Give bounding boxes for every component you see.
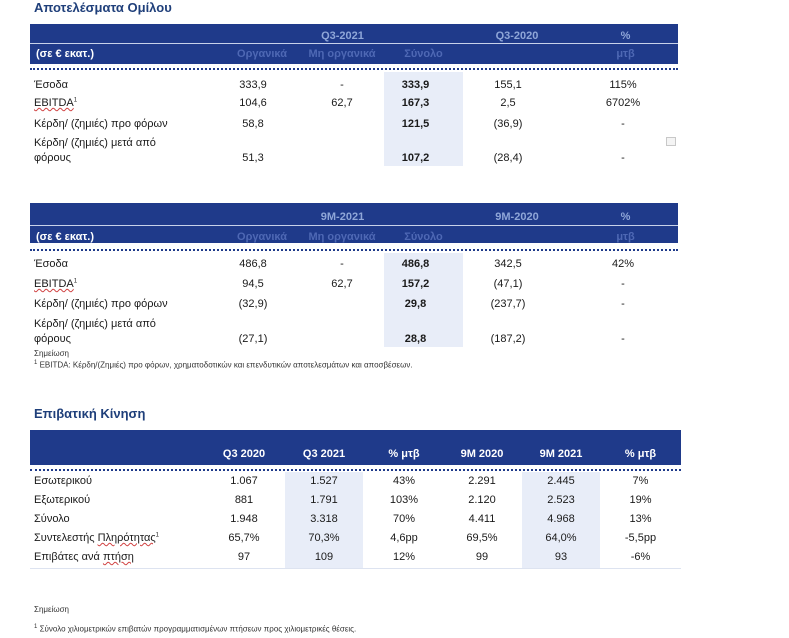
section-title-group-results: Αποτελέσματα Ομίλου <box>34 0 172 15</box>
table2-row-pbt-prior: (237,7) <box>490 298 526 310</box>
table3-row-load-factor-text-b: Πληρότητας <box>97 532 156 544</box>
table1-col-change: μτβ <box>616 48 635 60</box>
table3-row-total-v2: 70% <box>392 513 416 525</box>
table2-row-pat-label-1: Κέρδη/ (ζημιές) μετά από <box>34 318 156 330</box>
table3-note <box>34 624 356 634</box>
table3-row-load-factor-v0: 65,7% <box>228 532 260 544</box>
table1-row-pbt-label: Κέρδη/ (ζημιές) προ φόρων <box>34 118 168 130</box>
table3-row-pax-per-flight-v0: 97 <box>237 551 251 563</box>
table3-row-domestic-v5: 7% <box>632 475 649 487</box>
table3-row-load-factor-text-a: Συντελεστής <box>34 532 98 544</box>
table2-row-pbt-total: 29,8 <box>404 298 427 310</box>
table2-row-revenue-inorganic: - <box>340 258 344 270</box>
table3-dotted-divider <box>30 469 681 471</box>
table2-row-pbt-pct: - <box>621 298 625 310</box>
table2-period-prior: 9M-2020 <box>495 211 539 223</box>
table2-dotted-divider <box>30 249 678 251</box>
table2-row-pbt-organic: (32,9) <box>238 298 268 310</box>
table1-period-current: Q3-2021 <box>321 30 364 42</box>
table3-row-pax-per-flight-label <box>34 551 134 563</box>
table3-note-text: Σύνολο χιλιομετρικών επιβατών προγραμματισμένων πτήσεων προς χιλιομετρικές θέσεις. <box>39 624 357 634</box>
table2-col-change: μτβ <box>616 231 635 243</box>
table3-note-title: Σημείωση <box>34 605 69 614</box>
table1-row-ebitda-organic: 104,6 <box>239 97 267 109</box>
table3-row-load-factor-sup: 1 <box>155 532 160 539</box>
table3-row-domestic-v4: 2.445 <box>547 475 575 487</box>
table3-row-pax-per-flight-text-a: Επιβάτες ανά <box>34 551 103 563</box>
table2-pct-header: % <box>620 211 631 223</box>
table3-row-load-factor-v5: -5,5pp <box>624 532 657 544</box>
table1-col-total: Σύνολο <box>404 48 443 60</box>
table3-row-international-v5: 19% <box>629 494 652 506</box>
table1-row-revenue-organic: 333,9 <box>239 79 267 91</box>
table3-row-load-factor-label <box>34 532 159 544</box>
table3-col-q3-2020: Q3 2020 <box>222 448 266 460</box>
table2-row-revenue-prior: 342,5 <box>494 258 522 270</box>
table2-unit-label: (σε € εκατ.) <box>36 231 95 243</box>
table1-row-ebitda-pct: 6702% <box>605 97 641 109</box>
section-title-passenger-traffic: Επιβατική Κίνηση <box>34 406 146 421</box>
table1-row-ebitda-text: EBITDA <box>34 97 74 109</box>
table3-col-9m-2020: 9M 2020 <box>460 448 504 460</box>
table2-row-revenue-total: 486,8 <box>401 258 430 270</box>
table2-col-total: Σύνολο <box>404 231 443 243</box>
table1-dotted-divider <box>30 68 678 70</box>
table3-row-domestic-v3: 2.291 <box>468 475 496 487</box>
table1-row-revenue-total: 333,9 <box>401 79 430 91</box>
table1-row-ebitda-label <box>34 97 77 109</box>
table3-row-international-v4: 2.523 <box>547 494 575 506</box>
table3-row-domestic-v2: 43% <box>392 475 416 487</box>
table1-row-ebitda-prior: 2,5 <box>500 97 516 109</box>
table1-row-pat-prior: (28,4) <box>493 152 523 164</box>
table2-row-ebitda-pct: - <box>621 278 625 290</box>
table2-note-sup: 1 <box>34 360 38 366</box>
table1-row-revenue-prior: 155,1 <box>494 79 522 91</box>
table2-note <box>34 360 413 370</box>
table3-row-pax-per-flight-v2: 12% <box>392 551 416 563</box>
table3-row-international-v3: 2.120 <box>468 494 496 506</box>
table1-row-ebitda-inorganic: 62,7 <box>331 97 353 109</box>
table1-row-pbt-total: 121,5 <box>401 118 430 130</box>
table2-row-ebitda-sup: 1 <box>73 278 78 285</box>
table2-row-ebitda-label <box>34 278 77 290</box>
table3-col-q3-2021: Q3 2021 <box>302 448 346 460</box>
table3-row-pax-per-flight-v3: 99 <box>475 551 489 563</box>
table2-row-pat-organic: (27,1) <box>238 333 268 345</box>
table3-row-domestic-v1: 1.527 <box>310 475 338 487</box>
table1-row-ebitda-sup: 1 <box>73 97 78 104</box>
table2-row-ebitda-text: EBITDA <box>34 278 74 290</box>
table2-row-ebitda-total: 157,2 <box>401 278 430 290</box>
table3-row-total-v3: 4.411 <box>468 513 496 525</box>
table1-pct-header: % <box>620 30 631 42</box>
table1-row-pat-pct: - <box>621 152 625 164</box>
table1-row-pat-label-2: φόρους <box>34 152 71 164</box>
table2-row-revenue-pct: 42% <box>611 258 635 270</box>
table3-row-international-v1: 1.791 <box>310 494 338 506</box>
table3-row-domestic-v0: 1.067 <box>230 475 258 487</box>
table1-period-prior: Q3-2020 <box>495 30 539 42</box>
table2-row-ebitda-prior: (47,1) <box>493 278 523 290</box>
table3-col-9m-pct: % μτβ <box>624 448 657 460</box>
table3-note-sup: 1 <box>34 624 38 630</box>
dropdown-arrow-icon[interactable] <box>666 137 676 146</box>
table1-row-revenue-pct: 115% <box>609 79 637 91</box>
table3-row-international-v0: 881 <box>234 494 254 506</box>
table1-row-revenue-label: Έσοδα <box>34 79 69 91</box>
table2-note-text: EBITDA: Κέρδη/(Ζημιές) προ φόρων, χρηματοδοτικών και επενδυτικών αποτελεσμάτων και αποσβέσεων. <box>39 360 413 370</box>
table3-col-9m-2021: 9M 2021 <box>539 448 583 460</box>
table2-period-current: 9M-2021 <box>320 211 365 223</box>
table1-row-pbt-prior: (36,9) <box>493 118 523 130</box>
table2-row-pat-total: 28,8 <box>404 333 427 345</box>
table3-row-total-v5: 13% <box>629 513 652 525</box>
table2-row-ebitda-organic: 94,5 <box>242 278 264 290</box>
table3-row-international-label: Εξωτερικού <box>34 494 91 506</box>
table2-row-pbt-label: Κέρδη/ (ζημιές) προ φόρων <box>34 298 168 310</box>
table1-col-organic: Οργανικά <box>237 48 287 60</box>
table1-unit-label: (σε € εκατ.) <box>36 48 95 60</box>
table1-row-pat-organic: 51,3 <box>242 152 264 164</box>
table3-row-pax-per-flight-text-b: πτήση <box>102 551 134 563</box>
table3-row-total-v1: 3.318 <box>310 513 338 525</box>
table1-row-pat-total: 107,2 <box>401 152 430 164</box>
table3-row-load-factor-v4: 64,0% <box>545 532 577 544</box>
table1-col-inorganic: Μη οργανικά <box>308 48 376 60</box>
table3-col-q3-pct: % μτβ <box>388 448 420 460</box>
table2-row-pat-prior: (187,2) <box>490 333 526 345</box>
table3-row-pax-per-flight-v5: -6% <box>630 551 651 563</box>
table3-row-total-v4: 4.968 <box>547 513 575 525</box>
table3-bottom-border <box>30 568 681 569</box>
table2-row-ebitda-inorganic: 62,7 <box>331 278 353 290</box>
table1-row-ebitda-total: 167,3 <box>401 97 430 109</box>
table3-row-pax-per-flight-v4: 93 <box>554 551 568 563</box>
table3-row-load-factor-v2: 4,6pp <box>390 532 418 544</box>
table1-row-pbt-pct: - <box>621 118 625 130</box>
table2-col-inorganic: Μη οργανικά <box>308 231 376 243</box>
table1-row-pbt-organic: 58,8 <box>242 118 264 130</box>
table2-row-pat-label-2: φόρους <box>34 333 71 345</box>
table3-row-total-v0: 1.948 <box>230 513 258 525</box>
table3-row-pax-per-flight-v1: 109 <box>314 551 334 563</box>
table2-header-divider <box>30 225 678 226</box>
table2-row-revenue-label: Έσοδα <box>34 258 69 270</box>
table3-row-domestic-label: Εσωτερικού <box>34 475 93 487</box>
table1-row-pat-label-1: Κέρδη/ (ζημιές) μετά από <box>34 137 156 149</box>
table1-row-revenue-inorganic: - <box>340 79 344 91</box>
table3-row-international-v2: 103% <box>389 494 419 506</box>
table3-row-load-factor-v1: 70,3% <box>308 532 340 544</box>
table2-note-title: Σημείωση <box>34 349 69 358</box>
table3-row-total-label: Σύνολο <box>34 513 70 525</box>
table2-col-organic: Οργανικά <box>237 231 287 243</box>
table2-row-pat-pct: - <box>621 333 625 345</box>
table1-header-divider <box>30 43 678 44</box>
table3-row-load-factor-v3: 69,5% <box>466 532 498 544</box>
table2-row-revenue-organic: 486,8 <box>239 258 267 270</box>
